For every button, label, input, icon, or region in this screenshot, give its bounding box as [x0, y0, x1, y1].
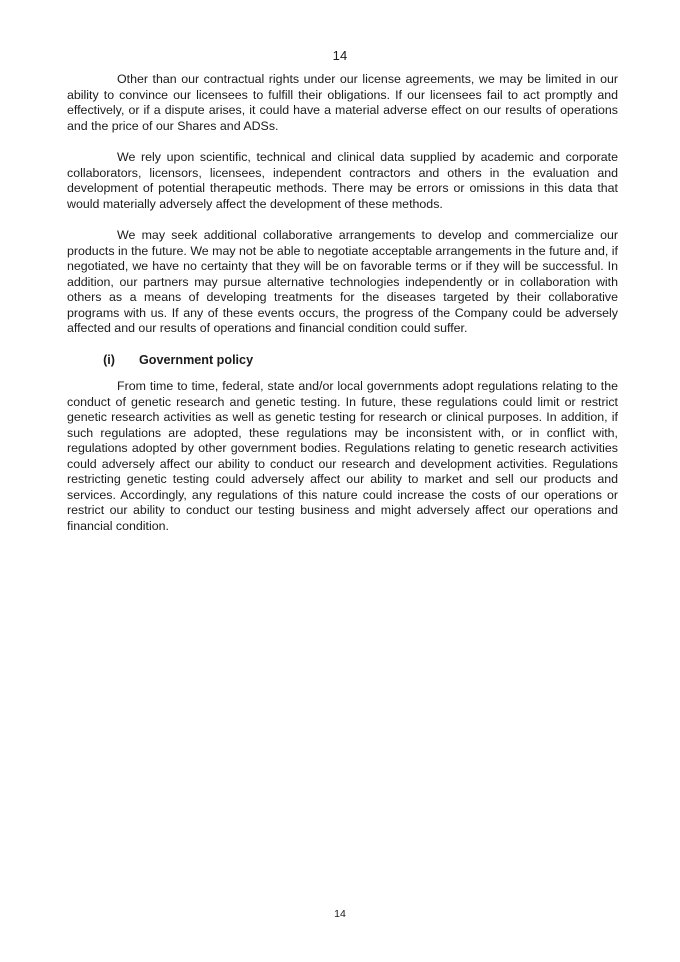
section-heading: [67, 353, 618, 369]
section-title: Government policy: [139, 352, 254, 367]
document-body: [67, 72, 618, 550]
section-number: (i): [103, 352, 115, 367]
paragraph-government-regulations: From time to time, federal, state and/or local governments adopt regulations relating to the conduct of genetic research and genetic testing. In future, these regulations could limit or restrict genetic research activities as well as genetic testing for research or clinical purposes. In addition, if such regulations are adopted, these regulations may be inconsistent with, or in conflict with, regulations adopted by other government bodies. Regulations relating to genetic research activities could adversely affect our ability to conduct our research and development activities. Regulations restricting genetic testing could adversely affect our ability to market and sell our products and services. Accordingly, any regulations of this nature could increase the costs of our operations or restrict our ability to conduct our testing business and might adversely affect our operations and financial condition.: [67, 379, 618, 533]
page-number-header: 14: [332, 48, 348, 63]
paragraph-data-reliance: We rely upon scientific, technical and clinical data supplied by academic and corporate collaborators, licensors, licensees, independent contractors and others in the evaluation and development of potential therapeutic methods. There may be errors or omissions in this data that would materially adversely affect the development of these methods.: [67, 150, 618, 211]
paragraph-license-agreements: Other than our contractual rights under our license agreements, we may be limited in our ability to convince our licensees to fulfill their obligations. If our licensees fail to act promptly and effectively, or if a dispute arises, it could have a material adverse effect on our results of operations and the price of our Shares and ADSs.: [67, 72, 618, 133]
paragraph-collaborative-arrangements: We may seek additional collaborative arrangements to develop and commercialize our products in the future. We may not be able to negotiate acceptable arrangements in the future and, if negotiated, we have no certainty that they will be on favorable terms or if they will be successful. In addition, our partners may pursue alternative technologies independently or in collaboration with others as a means of developing treatments for the diseases targeted by their collaborative programs with us. If any of these events occurs, the progress of the Company could be adversely affected and our results of operations and financial condition could suffer.: [67, 228, 618, 335]
page-number-footer: 14: [334, 908, 346, 920]
